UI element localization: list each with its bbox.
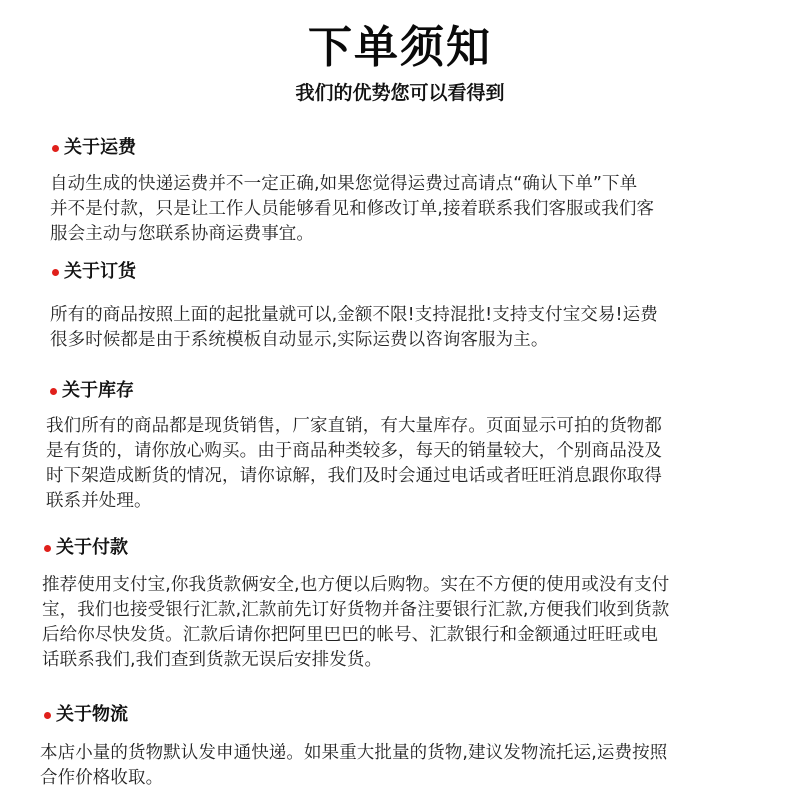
section-body-ordering [50,303,780,353]
section-heading-ordering [52,260,136,284]
section-heading-payment [44,536,128,560]
section-heading-inventory [50,379,134,403]
page-subtitle: 我们的优势您可以看得到 [295,82,505,104]
section-heading-label: 关于物流 [56,704,128,725]
section-heading-label: 关于运费 [64,137,136,158]
body-line: 并不是付款，只是让工作人员能够看见和修改订单,接着联系我们客服或我们客 [50,199,655,219]
bullet-dot-icon [44,712,51,719]
section-heading-label: 关于付款 [56,537,128,558]
section-heading-logistics [44,703,128,727]
bullet-dot-icon [44,545,51,552]
body-line: 很多时候都是由于系统模板自动显示,实际运费以咨询客服为主。 [50,330,549,350]
body-line: 时下架造成断货的情况，请你谅解，我们及时会通过电话或者旺旺消息跟你取得 [46,466,662,486]
body-line: 是有货的，请你放心购买。由于商品种类较多，每天的销量较大，个别商品没及 [46,441,662,461]
body-line: 联系并处理。 [46,491,152,511]
section-heading-label: 关于订货 [64,261,136,282]
page-title: 下单须知 [308,22,492,73]
body-line: 宝，我们也接受银行汇款,汇款前先订好货物并备注要银行汇款,方便我们收到货款 [42,600,670,620]
section-body-shipping-fee [50,172,780,247]
bullet-dot-icon [52,269,59,276]
section-heading-label: 关于库存 [62,380,134,401]
body-line: 自动生成的快递运费并不一定正确,如果您觉得运费过高请点“确认下单”下单 [50,174,638,194]
body-line: 话联系我们,我们查到货款无误后安排发货。 [42,650,383,670]
bullet-dot-icon [52,145,59,152]
section-body-payment [42,573,787,673]
section-body-inventory [46,414,786,514]
section-heading-shipping-fee [52,136,136,160]
body-line: 推荐使用支付宝,你我货款俩安全,也方便以后购物。实在不方便的使用或没有支付 [42,575,670,595]
body-line: 本店小量的货物默认发申通快递。如果重大批量的货物,建议发物流托运,运费按照 [40,743,668,763]
body-line: 所有的商品按照上面的起批量就可以,金额不限!支持混批!支持支付宝交易!运费 [50,305,658,325]
body-line: 服会主动与您联系协商运费事宜。 [50,224,314,244]
section-body-logistics [40,741,788,791]
bullet-dot-icon [50,388,57,395]
body-line: 合作价格收取。 [40,768,164,788]
body-line: 后给你尽快发货。汇款后请你把阿里巴巴的帐号、汇款银行和金额通过旺旺或电 [42,625,658,645]
body-line: 我们所有的商品都是现货销售，厂家直销，有大量库存。页面显示可拍的货物都 [46,416,662,436]
